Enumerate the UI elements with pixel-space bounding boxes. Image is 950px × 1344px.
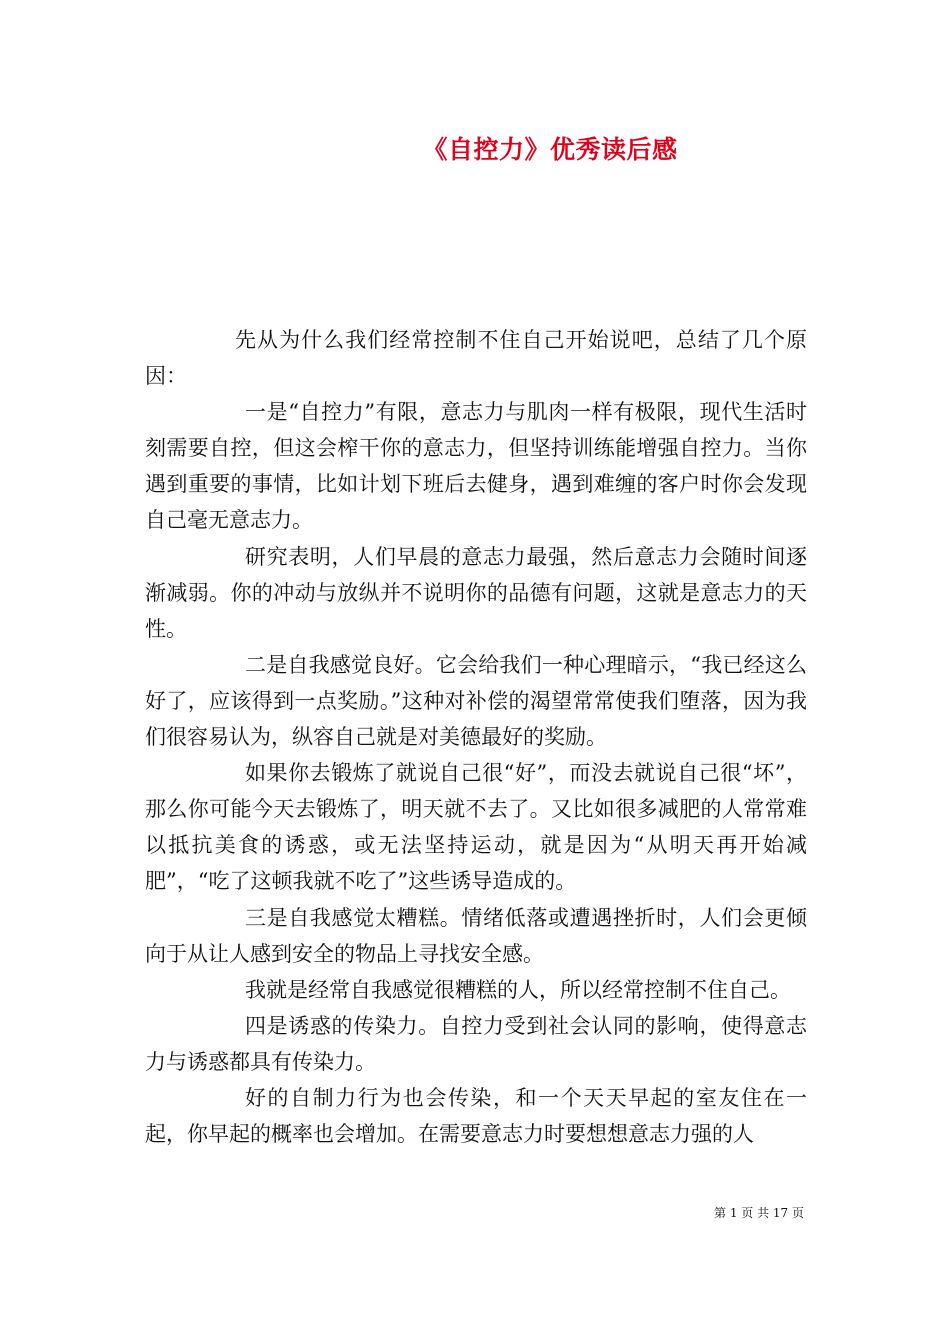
paragraph-5: 如果你去锻炼了就说自己很“好”，而没去就说自己很“坏”，那么你可能今天去锻炼了，明天就不去了。又比如很多减肥的人常常难以抵抗美食的诱惑，或无法坚持运动，就是因为“从明天再开始减肥”，“吃了这顿我就不吃了”这些诱导造成的。 bbox=[145, 761, 807, 894]
document-title: 《自控力》优秀读后感 bbox=[422, 135, 678, 164]
paragraph-1: 先从为什么我们经常控制不住自己开始说吧，总结了几个原因： bbox=[145, 328, 807, 389]
paragraph-9: 好的自制力行为也会传染，和一个天天早起的室友住在一起，你早起的概率也会增加。在需要意志力时要想想意志力强的人 bbox=[145, 1085, 807, 1147]
document-body bbox=[145, 322, 807, 1152]
page-number-footer: 第 1 页 共 17 页 bbox=[714, 1206, 804, 1220]
paragraph-7: 我就是经常自我感觉很糟糕的人，所以经常控制不住自己。 bbox=[245, 977, 791, 1002]
paragraph-2: 一是“自控力”有限，意志力与肌肉一样有极限，现代生活时刻需要自控，但这会榨干你的意志力，但坚持训练能增强自控力。当你遇到重要的事情，比如计划下班后去健身，遇到难缠的客户时你会发现自己毫无意志力。 bbox=[145, 400, 807, 533]
paragraph-4: 二是自我感觉良好。它会给我们一种心理暗示，“我已经这么好了，应该得到一点奖励。”这种对补偿的渴望常常使我们堕落，因为我们很容易认为，纵容自己就是对美德最好的奖励。 bbox=[145, 652, 807, 750]
paragraph-6: 三是自我感觉太糟糕。情绪低落或遭遇挫折时，人们会更倾向于从让人感到安全的物品上寻找安全感。 bbox=[145, 905, 807, 966]
paragraph-8: 四是诱惑的传染力。自控力受到社会认同的影响，使得意志力与诱惑都具有传染力。 bbox=[145, 1013, 807, 1074]
paragraph-3: 研究表明，人们早晨的意志力最强，然后意志力会随时间逐渐减弱。你的冲动与放纵并不说明你的品德有问题，这就是意志力的天性。 bbox=[145, 544, 807, 641]
